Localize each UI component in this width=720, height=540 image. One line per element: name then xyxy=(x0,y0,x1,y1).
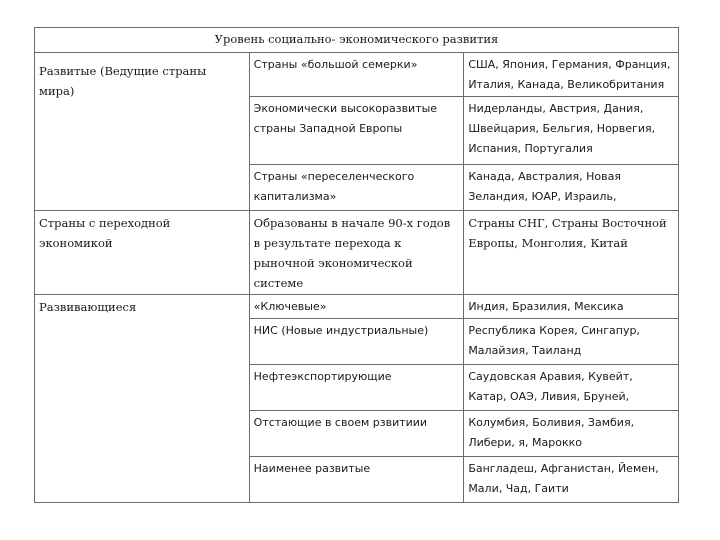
category-cell: Отстающие в своем рзвитиии xyxy=(249,411,464,457)
group-name-transition: Страны с переходной экономикой xyxy=(35,211,250,295)
countries-cell: Нидерланды, Австрия, Дания, Швейцария, Бельгия, Норвегия, Испания, Португалия xyxy=(464,97,679,165)
development-level-table xyxy=(34,27,679,503)
category-cell: Страны «большой семерки» xyxy=(249,53,464,97)
category-cell: НИС (Новые индустриальные) xyxy=(249,319,464,365)
countries-cell: Канада, Австралия, Новая Зеландия, ЮАР, Израиль, xyxy=(464,165,679,211)
category-cell: Экономически высокоразвитые страны Западной Европы xyxy=(249,97,464,165)
group-name-developed: Развитые (Ведущие страны мира) xyxy=(35,53,250,211)
table-row xyxy=(35,53,679,97)
countries-cell: Саудовская Аравия, Кувейт, Катар, ОАЭ, Ливия, Бруней, xyxy=(464,365,679,411)
category-cell: Нефтеэкспортирующие xyxy=(249,365,464,411)
countries-cell: США, Япония, Германия, Франция, Италия, Канада, Великобритания xyxy=(464,53,679,97)
category-cell: «Ключевые» xyxy=(249,295,464,319)
category-cell: Образованы в начале 90-х годов в результате перехода к рыночной экономической системе xyxy=(249,211,464,295)
table-header: Уровень социально- экономического развития xyxy=(35,28,679,53)
table-row xyxy=(35,295,679,319)
header-row xyxy=(35,28,679,53)
table-row xyxy=(35,211,679,295)
group-name-developing: Развивающиеся xyxy=(35,295,250,503)
countries-cell: Бангладеш, Афганистан, Йемен, Мали, Чад, Гаити xyxy=(464,457,679,503)
countries-cell: Колумбия, Боливия, Замбия, Либери, я, Марокко xyxy=(464,411,679,457)
category-cell: Страны «переселенческого капитализма» xyxy=(249,165,464,211)
countries-cell: Индия, Бразилия, Мексика xyxy=(464,295,679,319)
category-cell: Наименее развитые xyxy=(249,457,464,503)
countries-cell: Республика Корея, Сингапур, Малайзия, Таиланд xyxy=(464,319,679,365)
countries-cell: Страны СНГ, Страны Восточной Европы, Монголия, Китай xyxy=(464,211,679,295)
